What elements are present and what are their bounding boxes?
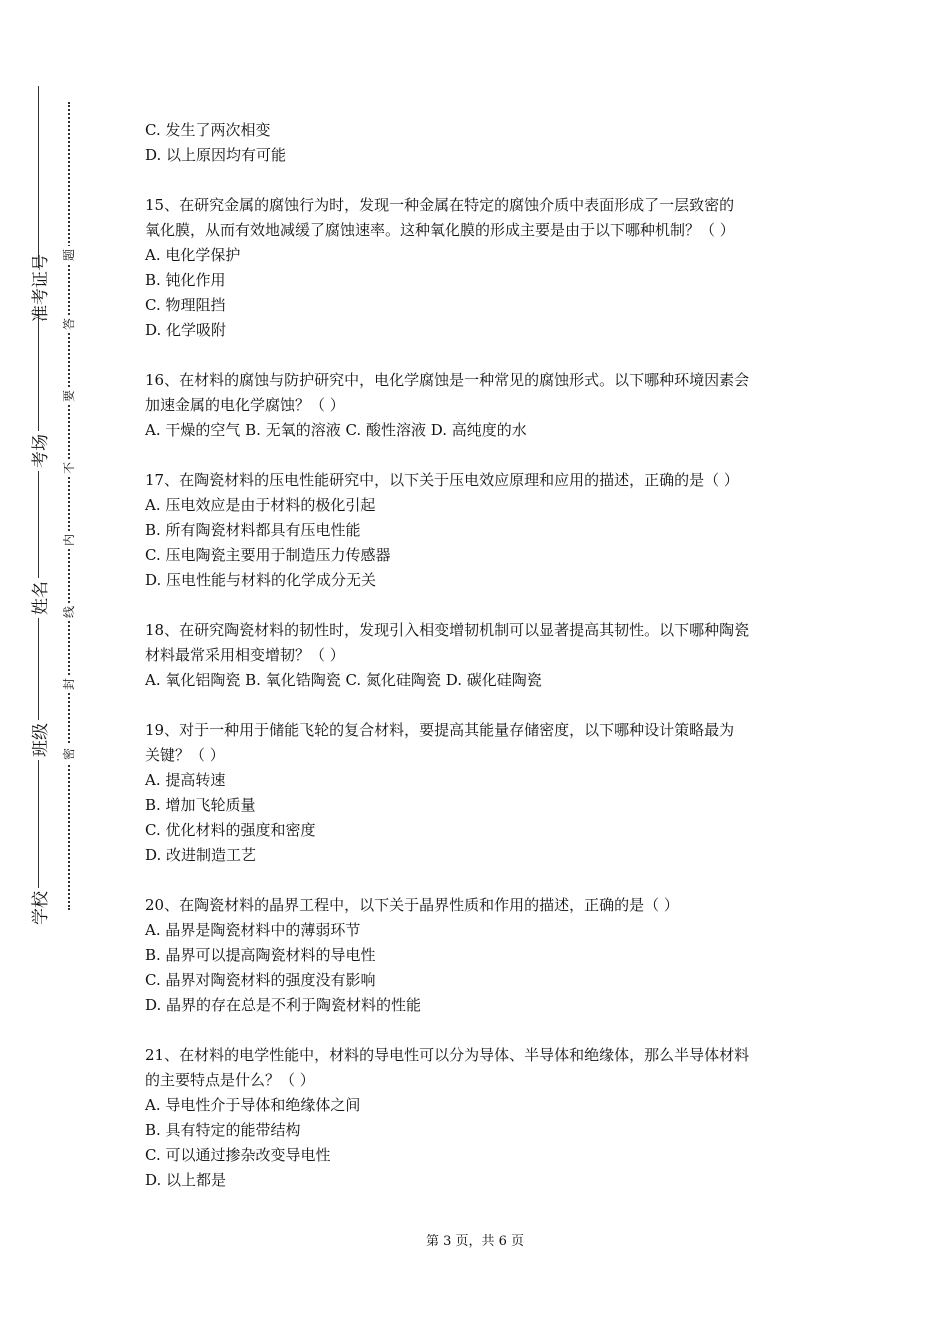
class-label: 班级	[18, 720, 58, 760]
option-line: C. 物理阻挡	[145, 296, 226, 314]
option-line: A. 晶界是陶瓷材料中的薄弱环节	[145, 921, 361, 939]
question-stem-line: 19、对于一种用于储能飞轮的复合材料，要提高其能量存储密度，以下哪种设计策略最为	[145, 721, 735, 739]
option-line: B. 钝化作用	[145, 271, 226, 289]
blank-line	[145, 593, 825, 618]
exam-room-label: 考场	[18, 431, 58, 471]
seal-char: 内	[60, 531, 78, 549]
option-line: D. 压电性能与材料的化学成分无关	[145, 571, 377, 589]
page-footer: 第 3 页，共 6 页	[425, 1234, 525, 1249]
text-line: 氧化膜，从而有效地减缓了腐蚀速率。这种氧化膜的形成主要是由于以下哪种机制？（ ）	[145, 221, 735, 239]
text-line: 关键？（ ）	[145, 746, 225, 764]
exam-number-label: 准考证号	[18, 268, 58, 308]
question-stem-line: 21、在材料的电学性能中，材料的导电性可以分为导体、半导体和绝缘体，那么半导体材料	[145, 1046, 750, 1064]
option-line: D. 以上都是	[145, 1171, 227, 1189]
option-line: A. 电化学保护	[145, 246, 241, 264]
binding-solid-line	[38, 86, 39, 904]
question-content	[145, 118, 825, 1193]
seal-char: 不	[60, 459, 78, 477]
option-line: B. 增加飞轮质量	[145, 796, 256, 814]
seal-char: 线	[60, 603, 78, 621]
option-line: B. 晶界可以提高陶瓷材料的导电性	[145, 946, 376, 964]
seal-char: 密	[60, 745, 78, 763]
option-line: B. 具有特定的能带结构	[145, 1121, 301, 1139]
option-line: A. 提高转速	[145, 771, 226, 789]
option-line: C. 可以通过掺杂改变导电性	[145, 1146, 331, 1164]
option-line: C. 晶界对陶瓷材料的强度没有影响	[145, 971, 376, 989]
option-line: C. 发生了两次相变	[145, 121, 271, 139]
option-line: C. 优化材料的强度和密度	[145, 821, 316, 839]
question-stem-line: 15、在研究金属的腐蚀行为时，发现一种金属在特定的腐蚀介质中表面形成了一层致密的	[145, 196, 735, 214]
seal-char: 答	[60, 315, 78, 333]
binding-dotted-line	[68, 102, 70, 910]
blank-line	[145, 693, 825, 718]
seal-char: 封	[60, 675, 78, 693]
question-stem-line: 17、在陶瓷材料的压电性能研究中，以下关于压电效应原理和应用的描述，正确的是（ ）	[145, 471, 739, 489]
option-line: A. 氧化铝陶瓷 B. 氧化锆陶瓷 C. 氮化硅陶瓷 D. 碳化硅陶瓷	[145, 671, 542, 689]
blank-line	[145, 443, 825, 468]
blank-line	[145, 168, 825, 193]
option-line: D. 化学吸附	[145, 321, 227, 339]
school-label: 学校	[18, 888, 58, 928]
option-line: A. 导电性介于导体和绝缘体之间	[145, 1096, 361, 1114]
blank-line	[145, 868, 825, 893]
name-label: 姓名	[18, 578, 58, 618]
question-stem-line: 18、在研究陶瓷材料的韧性时，发现引入相变增韧机制可以显著提高其韧性。以下哪种陶瓷	[145, 621, 750, 639]
option-line: A. 压电效应是由于材料的极化引起	[145, 496, 376, 514]
text-line: 的主要特点是什么？（ ）	[145, 1071, 315, 1089]
seal-char: 要	[60, 387, 78, 405]
option-line: A. 干燥的空气 B. 无氧的溶液 C. 酸性溶液 D. 高纯度的水	[145, 421, 527, 439]
seal-char: 题	[60, 246, 78, 264]
text-line: 加速金属的电化学腐蚀？（ ）	[145, 396, 345, 414]
option-line: B. 所有陶瓷材料都具有压电性能	[145, 521, 361, 539]
blank-line	[145, 343, 825, 368]
option-line: D. 改进制造工艺	[145, 846, 257, 864]
option-line: D. 以上原因均有可能	[145, 146, 287, 164]
option-line: C. 压电陶瓷主要用于制造压力传感器	[145, 546, 391, 564]
question-stem-line: 20、在陶瓷材料的晶界工程中，以下关于晶界性质和作用的描述，正确的是（ ）	[145, 896, 679, 914]
blank-line	[145, 1018, 825, 1043]
binding-margin	[0, 0, 100, 1344]
question-stem-line: 16、在材料的腐蚀与防护研究中，电化学腐蚀是一种常见的腐蚀形式。以下哪种环境因素会	[145, 371, 750, 389]
option-line: D. 晶界的存在总是不利于陶瓷材料的性能	[145, 996, 422, 1014]
text-line: 材料最常采用相变增韧？（ ）	[145, 646, 345, 664]
